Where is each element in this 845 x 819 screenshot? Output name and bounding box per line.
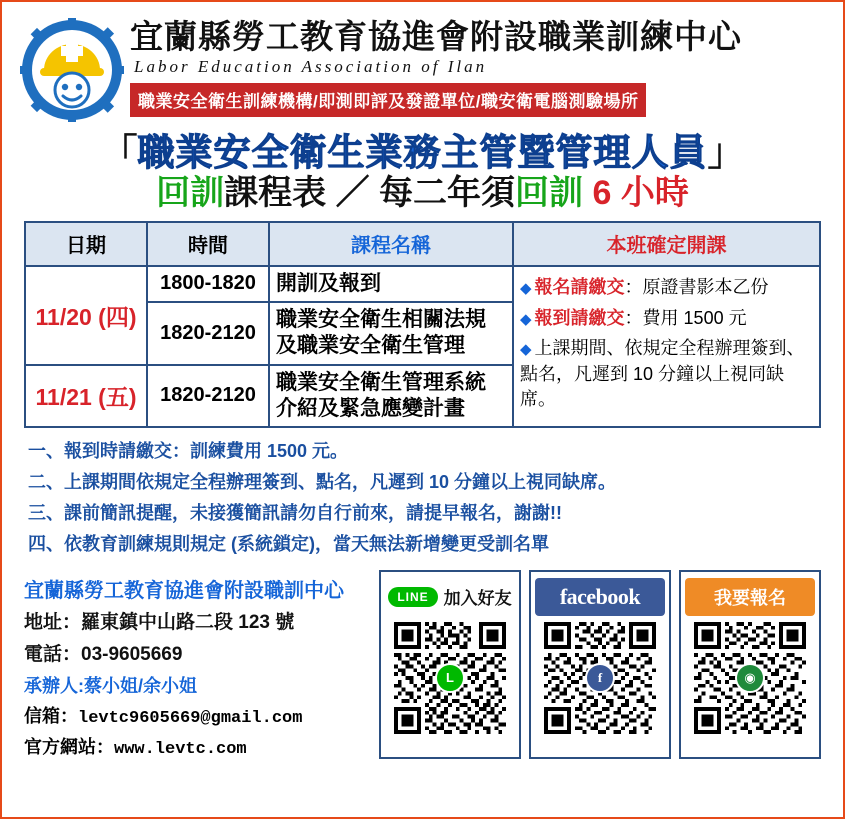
contact-email-label: 信箱： [24,705,78,726]
header-time: 時間 [147,222,269,266]
contact-org: 宜蘭縣勞工教育協進會附設職訓中心 [24,579,344,602]
website-qr-code[interactable] [694,622,806,734]
note-label-1: 報名請繳交 [534,277,625,298]
qr-panel-line [379,570,521,759]
cell-date-1121: 11/21 (五) [25,365,147,428]
org-title-cn: 宜蘭縣勞工教育協進會附設職業訓練中心 [130,18,742,55]
table-header-row [25,222,820,266]
website-logo-icon: ◉ [735,663,765,693]
contact-email-value: levtc9605669@gmail.com [78,708,303,728]
rules-list [2,428,843,564]
header-course: 課程名稱 [269,222,513,266]
title-bracket-open: 「 [100,132,138,173]
contact-site-row [24,733,369,759]
header-confirmation: 本班確定開課 [513,222,820,266]
header [2,2,843,126]
qr-panel-facebook [529,570,671,759]
cell-course-3: 職業安全衛生管理系統介紹及緊急應變計畫 [269,365,513,428]
cell-time-1800: 1800-1820 [147,266,269,302]
subtitle-schedule: 課程表 ／ 每二年須 [224,174,516,213]
cell-course-1: 開訓及報到 [269,266,513,302]
qr-panels [379,570,821,759]
line-qr-code[interactable] [394,622,506,734]
rule-item-1: 一、報到時請繳交：訓練費用 1500 元。 [28,441,349,462]
contact-site-value: www.levtc.com [114,739,247,759]
cell-time-1820-a: 1820-2120 [147,302,269,365]
note-text-2: ：費用 1500 元 [624,307,747,328]
table-row [25,266,820,302]
note-item [520,275,813,301]
line-logo-icon: L [435,663,465,693]
facebook-button[interactable]: facebook [535,578,665,616]
subtitle-hours: 6 小時 [592,174,689,213]
line-add-friend-button[interactable] [385,578,515,616]
contact-officer: 承辦人:蔡小姐/余小姐 [24,675,197,696]
diamond-icon: ◆ [520,310,532,328]
header-date: 日期 [25,222,147,266]
note-text-3: 上課期間、依規定全程辦理簽到、點名，凡遲到 10 分鐘以上視同缺席。 [520,338,805,410]
page-title [2,132,843,173]
line-button-label: 加入好友 [443,589,512,609]
note-item [520,336,813,413]
contact-phone: 電話：03-9605669 [24,643,183,665]
cell-course-2: 職業安全衛生相關法規及職業安全衛生管理 [269,302,513,365]
title-main-text: 職業安全衛生業務主管暨管理人員 [137,132,708,173]
helmet-worker-gear-logo [20,18,124,122]
note-text-1: ：原證書影本乙份 [624,277,769,298]
line-icon: LINE [388,587,437,607]
rule-item-3: 三、課前簡訊提醒，未接獲簡訊請勿自行前來，請提早報名，謝謝!! [28,502,562,523]
diamond-icon: ◆ [520,341,532,359]
rule-item-4: 四、依教育訓練規則規定 (系統鎖定)，當天無法新增變更受訓名單 [28,533,549,554]
cell-date-1120: 11/20 (四) [25,266,147,365]
page-subtitle [2,175,843,212]
contact-site-label: 官方網站： [24,736,114,757]
qr-panel-register [679,570,821,759]
rule-item-2: 二、上課期間依規定全程辦理簽到、點名，凡遲到 10 分鐘以上視同缺席。 [28,471,617,492]
diamond-icon: ◆ [520,280,532,298]
schedule-table-wrap [2,213,843,428]
contact-email-row [24,702,369,728]
subtitle-retrain-2: 回訓 [515,174,584,213]
contact-address: 地址：羅東鎮中山路二段 123 號 [24,611,295,633]
cell-notes [513,266,820,427]
subtitle-retrain-1: 回訓 [156,174,225,213]
note-item [520,306,813,332]
footer [2,564,843,769]
note-label-2: 報到請繳交 [534,307,625,328]
schedule-table [24,221,821,428]
facebook-logo-icon: f [585,663,615,693]
cell-time-1820-b: 1820-2120 [147,365,269,428]
title-bracket-close: 」 [707,132,745,173]
contact-block [24,570,369,759]
register-button[interactable]: 我要報名 [685,578,815,616]
facebook-qr-code[interactable] [544,622,656,734]
org-qualification-band: 職業安全衛生訓練機構/即測即評及發證單位/職安衛電腦測驗場所 [130,83,646,117]
org-title-en: Labor Education Association of Ilan [134,56,488,76]
